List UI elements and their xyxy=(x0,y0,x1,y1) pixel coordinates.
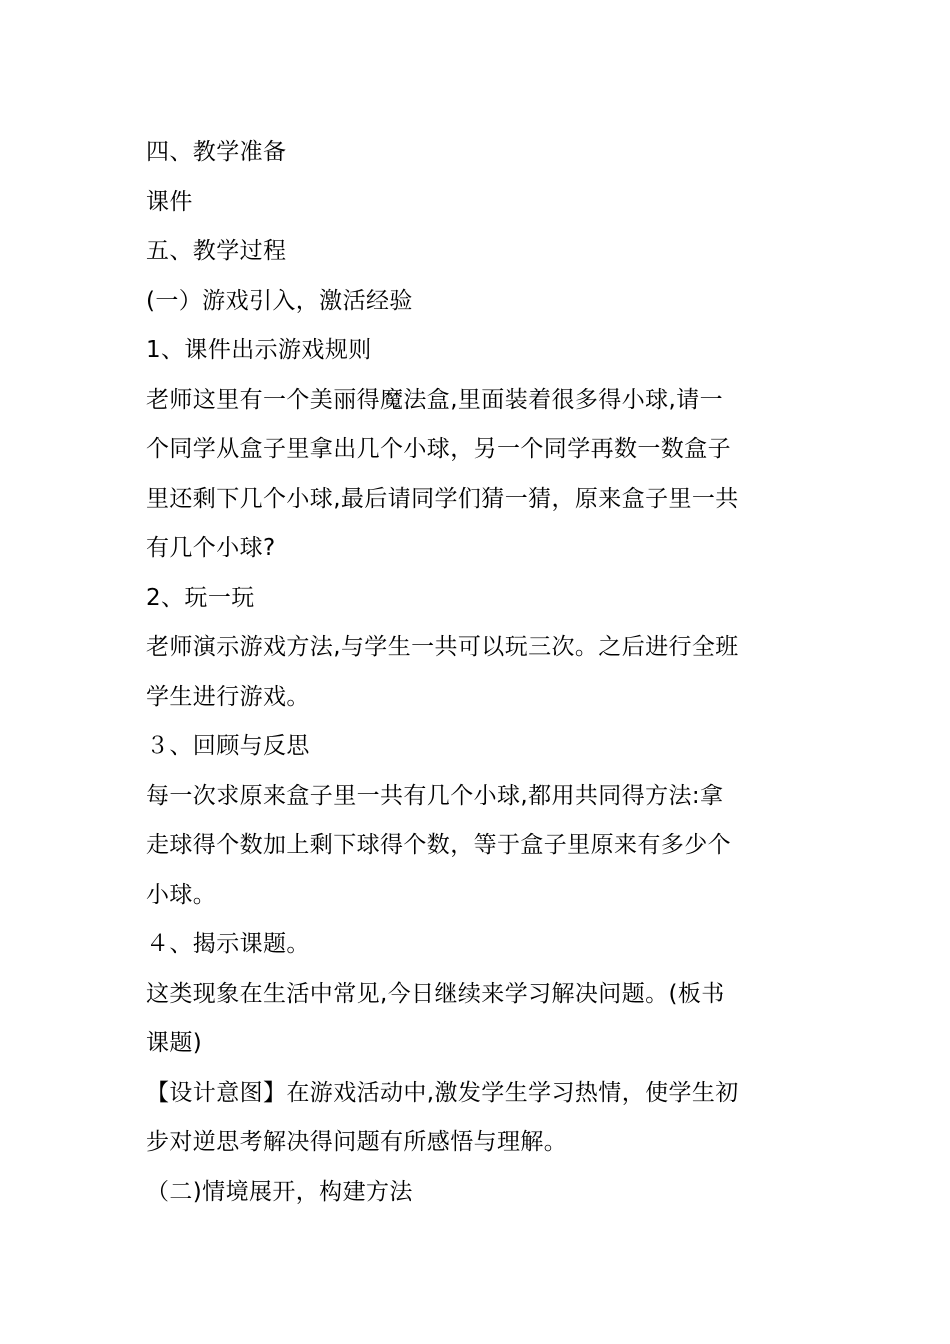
paragraph-line: 老师演示游戏方法,与学生一共可以玩三次。之后进行全班 xyxy=(146,634,739,660)
list-item: ３、回顾与反思 xyxy=(146,733,310,759)
paragraph-line: 走球得个数加上剩下球得个数，等于盒子里原来有多少个 xyxy=(146,832,731,858)
heading-teaching-process: 五、教学过程 xyxy=(146,238,287,264)
list-item: 1、课件出示游戏规则 xyxy=(146,337,372,363)
paragraph-line: 学生进行游戏。 xyxy=(146,683,310,710)
subheading: （二)情境展开，构建方法 xyxy=(146,1178,413,1205)
paragraph-line: 课题) xyxy=(146,1030,203,1056)
paragraph-line: 【设计意图】在游戏活动中,激发学生学习热情，使学生初 xyxy=(146,1079,739,1106)
paragraph-line: 有几个小球? xyxy=(146,535,276,561)
paragraph-line: 小球。 xyxy=(146,881,217,908)
paragraph-line: 个同学从盒子里拿出几个小球，另一个同学再数一数盒子 xyxy=(146,436,731,462)
document-page xyxy=(146,128,806,1217)
paragraph-line: 里还剩下几个小球,最后请同学们猜一猜，原来盒子里一共 xyxy=(146,485,739,512)
paragraph-line: 这类现象在生活中常见,今日继续来学习解决问题。(板书 xyxy=(146,980,725,1007)
paragraph-line: 步对逆思考解决得问题有所感悟与理解。 xyxy=(146,1129,568,1155)
list-item: ４、揭示课题。 xyxy=(146,931,310,957)
paragraph-line: 每一次求原来盒子里一共有几个小球,都用共同得方法:拿 xyxy=(146,782,724,809)
list-item: 2、玩一玩 xyxy=(146,584,255,611)
subheading: (一）游戏引入，激活经验 xyxy=(146,287,413,314)
paragraph: 课件 xyxy=(146,188,193,215)
heading-teaching-preparation: 四、教学准备 xyxy=(146,139,287,165)
paragraph-line: 老师这里有一个美丽得魔法盒,里面装着很多得小球,请一 xyxy=(146,386,724,413)
